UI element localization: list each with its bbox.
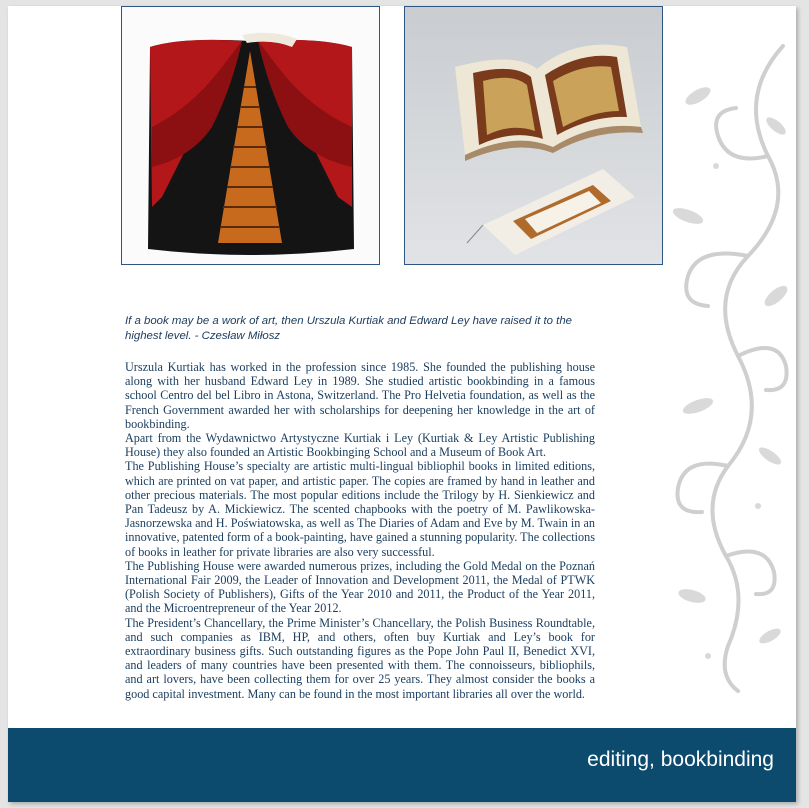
document-page <box>8 6 796 802</box>
open-book-photo <box>404 6 663 265</box>
floral-ornament <box>658 36 796 696</box>
footer-band <box>8 728 796 802</box>
quote-text: If a book may be a work of art, then Urszula Kurtiak and Edward Ley have raised it to the highest level. - Czesław Miłosz <box>125 315 572 342</box>
section-label: editing, bookbinding <box>587 748 774 771</box>
open-book-illustration <box>405 7 662 264</box>
paragraph: Apart from the Wydawnictwo Artystyczne Kurtiak i Ley (Kurtiak & Ley Artistic Publishing House) they also founded an Artistic Bookbinging School and a Museum of Book Art. <box>125 431 595 460</box>
article-body <box>125 360 595 701</box>
floral-swirl-icon <box>658 36 796 696</box>
paragraph: Urszula Kurtiak has worked in the profession since 1985. She founded the publishing house along with her husband Edward Ley in 1989. She studied artistic bookbinding in a famous school Centro del bel Libro in Astona, Switzerland. The Pro Helvetia foundation, as well as the French Government awarded her with scholarships for deepening her knowledge in the art of bookbinding. <box>125 360 595 431</box>
paragraph: The President’s Chancellary, the Prime Minister’s Chancellary, the Polish Business Roundtable, and such companies as IBM, HP, and others, often buy Kurtiak and Ley’s book for extraordinary business gifts. Such outstanding figures as the Pope John Paul II, Benedict XVI, and leaders of many countries have been presented with them. The connoisseurs, bibliophils, and art lovers, have been collecting them for over 25 years. They almost consider the books a good capital investment. Many can be found in the most important libraries all over the world. <box>125 615 595 701</box>
book-cover-photo <box>121 6 380 265</box>
paragraph: The Publishing House’s specialty are artistic multi-lingual bibliophil books in limited editions, which are printed on vat paper, and artistic paper. The copies are framed by hand in leather and other precious materials. The most popular editions include the Trilogy by H. Sienkiewicz and Pan Tadeusz by A. Mickiewicz. The scented chapbooks with the poetry of M. Pawlikowska-Jasnorzewska and H. Poświatowska, as well as The Diaries of Adam and Eve by M. Twain in an innovative, patented form of a book-painting, have gained a stunning popularity. The collections of books in leather for private libraries are also very successful. <box>125 459 595 559</box>
book-cover-illustration <box>122 7 379 264</box>
paragraph: The Publishing House were awarded numerous prizes, including the Gold Medal on the Poznań International Fair 2009, the Leader of Innovation and Development 2011, the Medal of PTWK (Polish Society of Publishers), Gifts of the Year 2010 and 2011, the Product of the Year 2011, and the Microentrepreneur of the Year 2012. <box>125 558 595 616</box>
